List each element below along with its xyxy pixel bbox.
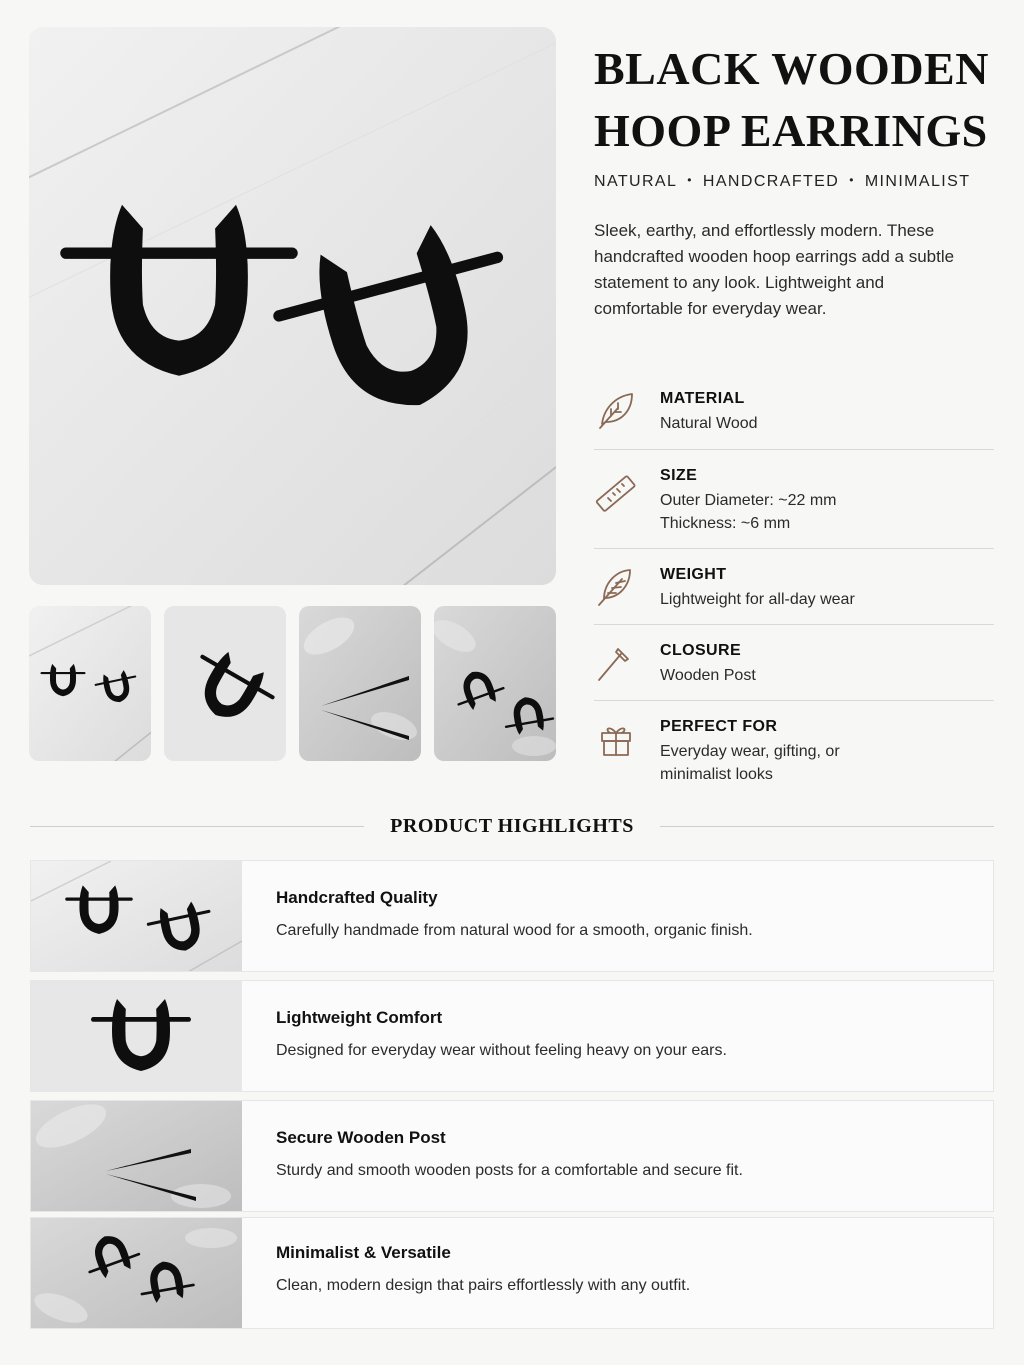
spec-value [660,740,960,786]
highlight-card-lightweight [30,980,994,1092]
highlight-image [31,981,242,1091]
perfect-for-line-1: Everyday wear, gifting, or [660,743,840,760]
spec-closure [594,625,994,701]
product-description: Sleek, earthy, and effortlessly modern. These handcrafted wooden hoop earrings add a subtle statement to any look. Lightweight and comfortable for everyday wear. [594,221,955,318]
highlight-desc: Clean, modern design that pairs effortlessly with any outfit. [276,1277,691,1294]
spec-material [594,386,994,450]
separator-dot: • [687,173,693,187]
separator-dot: • [849,173,855,187]
spec-value: Wooden Post [660,667,756,684]
tag-minimalist: MINIMALIST [864,173,971,190]
title-line-1: BLACK WOODEN [594,43,989,94]
perfect-for-line-2: minimalist looks [660,766,773,783]
tag-handcrafted: HANDCRAFTED [702,173,840,190]
size-outer-diameter: Outer Diameter: ~22 mm [660,492,837,509]
highlight-title: Secure Wooden Post [276,1128,446,1147]
spec-label: PERFECT FOR [660,718,778,735]
spec-value: Natural Wood [660,415,758,432]
tag-natural: NATURAL [594,173,678,190]
highlight-image [31,861,242,971]
spec-label: SIZE [660,467,698,484]
highlight-desc: Sturdy and smooth wooden posts for a comfortable and secure fit. [276,1162,743,1179]
gift-icon [594,717,638,761]
spec-label: WEIGHT [660,566,727,583]
leaf-icon [594,388,638,432]
main-product-image[interactable] [29,27,556,585]
divider-left [30,826,364,827]
highlights-heading: PRODUCT HIGHLIGHTS [390,815,634,837]
highlight-card-secure-post [30,1100,994,1212]
highlight-title: Lightweight Comfort [276,1008,443,1027]
divider-right [660,826,994,827]
spec-value [660,489,960,535]
pin-icon [594,641,638,685]
thumbnail-4[interactable] [434,606,556,761]
title-line-2: HOOP EARRINGS [594,105,988,156]
spec-label: CLOSURE [660,642,742,659]
thumbnail-2[interactable] [164,606,286,761]
feather-icon [594,565,638,609]
highlight-card-minimalist [30,1217,994,1329]
spec-perfect-for [594,701,994,793]
spec-label: MATERIAL [660,390,745,407]
highlight-title: Handcrafted Quality [276,888,438,907]
highlight-image [31,1101,242,1211]
highlight-title: Minimalist & Versatile [276,1243,451,1262]
thumbnail-1[interactable] [29,606,151,761]
spec-weight [594,549,994,625]
size-thickness: Thickness: ~6 mm [660,515,791,532]
ruler-icon [594,472,638,516]
thumbnail-3[interactable] [299,606,421,761]
tagline [594,173,1004,191]
highlight-desc: Designed for everyday wear without feeling heavy on your ears. [276,1042,727,1059]
highlight-image [31,1218,242,1328]
spec-size [594,450,994,549]
product-title [594,38,1004,162]
highlight-card-handcrafted [30,860,994,972]
highlight-desc: Carefully handmade from natural wood for a smooth, organic finish. [276,922,753,939]
spec-value: Lightweight for all-day wear [660,591,855,608]
